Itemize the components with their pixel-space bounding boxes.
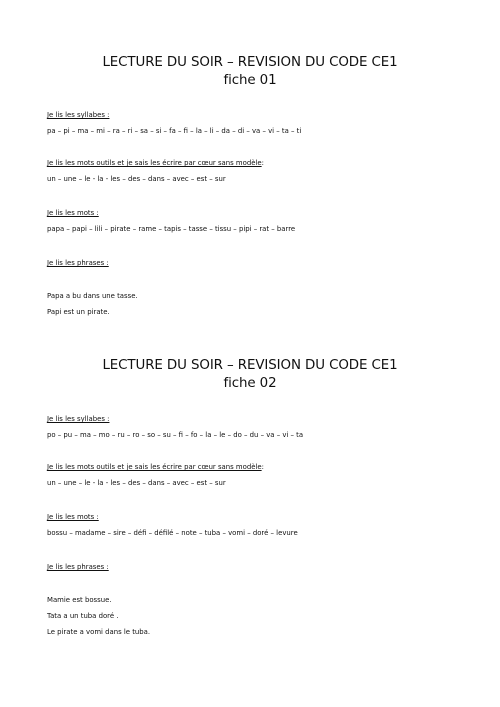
words-heading: Je lis les mots : [47, 513, 99, 521]
words-section [47, 206, 477, 236]
phrases-heading: Je lis les phrases : [47, 259, 109, 267]
phrases-heading: Je lis les phrases : [47, 563, 109, 571]
phrase-line: Papa a bu dans une tasse. [47, 292, 138, 300]
tool-words-section [47, 460, 477, 490]
tool-words-heading: Je lis les mots outils et je sais les écrire par cœur sans modèle [47, 159, 262, 167]
syllables-list: pa – pi – ma – mi – ra – ri – sa – si – fa – fi – la – li – da – di – va – vi – ta – ti [47, 127, 302, 135]
tool-words-list: un – une – le - la - les – des – dans – avec – est – sur [47, 479, 226, 487]
tool-words-heading: Je lis les mots outils et je sais les écrire par cœur sans modèle [47, 463, 262, 471]
syllables-section [47, 108, 477, 138]
tool-words-list: un – une – le - la - les – des – dans – avec – est – sur [47, 175, 226, 183]
words-heading: Je lis les mots : [47, 209, 99, 217]
syllables-list: po – pu – ma – mo – ru – ro – so – su – fi – fo – la – le – do – du – va – vi – ta [47, 431, 304, 439]
worksheet-subtitle: fiche 02 [223, 376, 277, 391]
tool-words-section [47, 156, 477, 186]
words-list: papa – papi – lili – pirate – rame – tapis – tasse – tissu – pipi – rat – barre [47, 225, 296, 233]
syllables-section [47, 412, 477, 442]
worksheet-fiche-02 [0, 357, 500, 636]
phrase-line: Mamie est bossue. [47, 596, 112, 604]
phrases-list [47, 592, 477, 640]
tool-words-heading-line [47, 156, 477, 170]
tool-words-heading-colon: : [261, 159, 264, 167]
phrases-section [47, 256, 477, 320]
tool-words-heading-colon: : [261, 463, 264, 471]
phrases-list [47, 288, 477, 320]
worksheet-title: LECTURE DU SOIR – REVISION DU CODE CE1 [102, 55, 398, 70]
worksheet-subtitle: fiche 01 [223, 73, 277, 88]
words-list: bossu – madame – sire – défi – défilé – note – tuba – vomi – doré – levure [47, 529, 298, 537]
phrase-line: Tata a un tuba doré . [47, 612, 119, 620]
tool-words-heading-line [47, 460, 477, 474]
phrases-section [47, 560, 477, 640]
phrase-line: Le pirate a vomi dans le tuba. [47, 628, 151, 636]
words-section [47, 510, 477, 540]
syllables-heading: Je lis les syllabes : [47, 415, 110, 423]
worksheet-fiche-01 [0, 54, 500, 316]
phrase-line: Papi est un pirate. [47, 308, 110, 316]
syllables-heading: Je lis les syllabes : [47, 111, 110, 119]
worksheet-title: LECTURE DU SOIR – REVISION DU CODE CE1 [102, 358, 398, 373]
